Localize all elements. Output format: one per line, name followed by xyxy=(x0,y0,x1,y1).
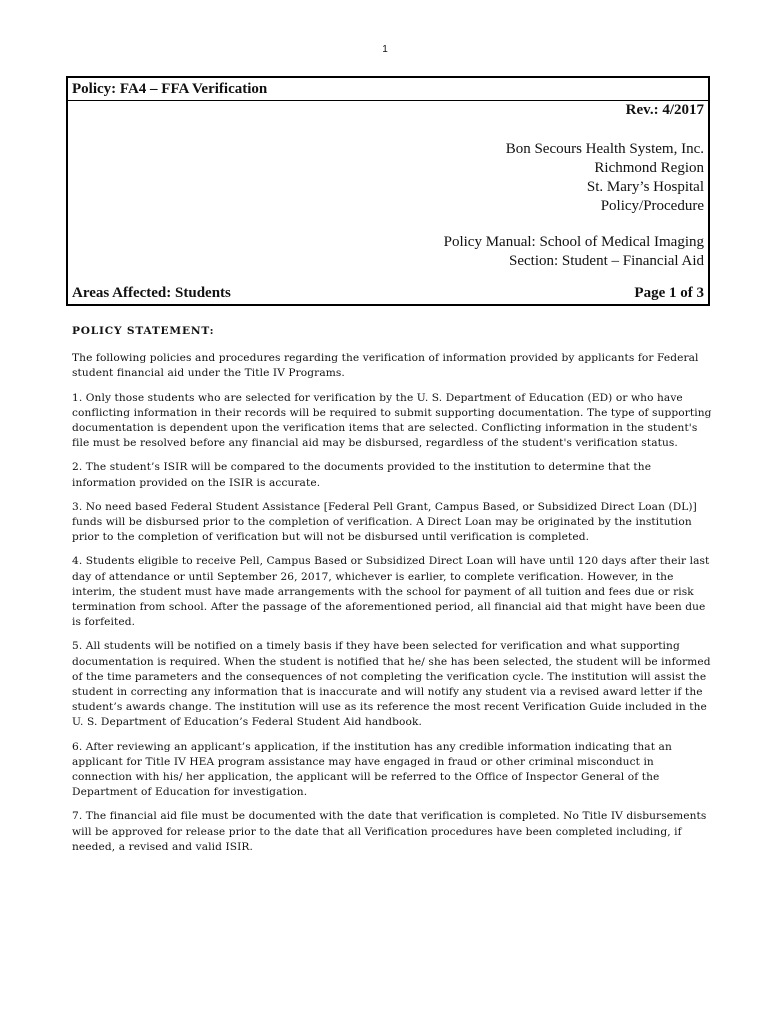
policy-item-3: 3. No need based Federal Student Assistance [Federal Pell Grant, Campus Based, or Subsidized Direct Loan (DL)] funds will be disbursed prior to the completion of verification. A Direct Loan may be originated by the institution prior to the completion of verification but will not be disbursed until verification is completed. xyxy=(72,500,697,544)
policy-statement-heading: POLICY STATEMENT: xyxy=(72,325,215,337)
policy-item-1: 1. Only those students who are selected for verification by the U. S. Department of Education (ED) or who have conflicting information in their records will be required to submit supporting documentation. The type of supporting documentation is dependent upon the verification items that are selected. Conflicting information in the student's file must be resolved before any financial aid may be disbursed, regardless of the student's verification status. xyxy=(72,391,712,450)
manual-line: Policy Manual: School of Medical Imaging xyxy=(443,234,704,250)
page-of-indicator: Page 1 of 3 xyxy=(634,285,704,301)
policy-header-box xyxy=(66,76,710,306)
manual-block xyxy=(444,233,704,271)
organization-block xyxy=(506,140,704,216)
revision-date: Rev.: 4/2017 xyxy=(625,102,704,118)
page-number: 1 xyxy=(382,44,388,55)
policy-item-6: 6. After reviewing an applicant’s application, if the institution has any credible information indicating that an applicant for Title IV HEA program assistance may have engaged in fraud or other criminal misconduct in connection with his/ her application, the applicant will be referred to the Office of Inspector General of the Department of Education for investigation. xyxy=(72,740,672,799)
policy-title: Policy: FA4 – FFA Verification xyxy=(68,78,708,101)
intro-paragraph: The following policies and procedures regarding the verification of information provided by applicants for Federal student financial aid under the Title IV Programs. xyxy=(72,352,699,380)
policy-body xyxy=(72,324,712,864)
org-line: Bon Secours Health System, Inc. xyxy=(505,141,704,157)
policy-item-4: 4. Students eligible to receive Pell, Campus Based or Subsidized Direct Loan will have until 120 days after their last day of attendance or until September 26, 2017, whichever is earlier, to complete verification. However, in the interim, the student must have made arrangements with the school for payment of all tuition and fees due or risk termination from school. After the passage of the aforementioned period, all financial aid that might have been due is forfeited. xyxy=(72,555,710,629)
org-line: St. Mary’s Hospital xyxy=(586,179,704,195)
policy-item-2: 2. The student’s ISIR will be compared to the documents provided to the institution to determine that the information provided on the ISIR is accurate. xyxy=(72,461,652,489)
org-line: Policy/Procedure xyxy=(600,198,704,214)
section-line: Section: Student – Financial Aid xyxy=(509,253,704,269)
policy-item-5: 5. All students will be notified on a timely basis if they have been selected for verification and what supporting documentation is required. When the student is notified that he/ she has been selected, the student will be informed of the time parameters and the consequences of not completing the verification cycle. The institution will assist the student in correcting any information that is inaccurate and will notify any student via a revised award letter if the student’s awards change. The institution will use as its reference the most recent Verification Guide included in the U. S. Department of Education’s Federal Student Aid handbook. xyxy=(72,640,711,729)
areas-affected: Areas Affected: Students xyxy=(72,285,231,301)
org-line: Richmond Region xyxy=(594,160,704,176)
policy-item-7: 7. The financial aid file must be documented with the date that verification is completed. No Title IV disbursements will be approved for release prior to the date that all Verification procedures have been completed including, if needed, a revised and valid ISIR. xyxy=(72,810,707,853)
